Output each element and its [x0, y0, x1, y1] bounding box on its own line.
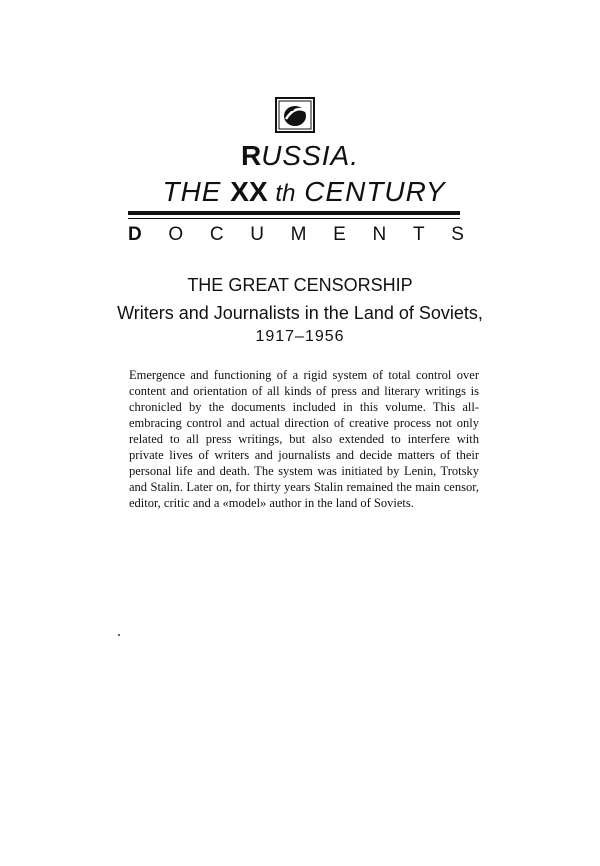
documents-letter: D [128, 224, 142, 245]
series-title [0, 140, 600, 172]
series-title-rest: USSIA. [261, 140, 360, 171]
documents-letter: U [250, 224, 264, 245]
series-subtitle-ordinal: th [275, 180, 296, 207]
documents-letter: C [209, 224, 224, 245]
print-speck [118, 634, 120, 636]
series-subtitle-pre: THE [162, 176, 231, 207]
book-years: 1917–1956 [255, 328, 345, 345]
series-title-initial: R [240, 140, 262, 171]
abstract-paragraph: Emergence and functioning of a rigid system of total control over content and orientation of all kinds of press and literary writings is chronicled by the documents included in this volume. This all-embracing control and actual direction of creative process not only related to all press writings, but also extended to interfere with private lives of writers and journalists and decide matters of their personal life and death. The system was initiated by Lenin, Trotsky and Stalin. Later on, for thirty years Stalin remained the main censor, editor, critic and a «model» author in the land of Soviets. [129, 368, 479, 510]
divider-thick [128, 211, 460, 215]
documents-letter: E [333, 224, 346, 245]
publisher-logo-icon [275, 97, 315, 133]
series-subtitle-post: CENTURY [295, 176, 446, 207]
series-subtitle-numeral: XX [230, 176, 268, 207]
series-subtitle [0, 176, 600, 210]
documents-letter: T [412, 224, 425, 245]
documents-letter: S [451, 224, 464, 245]
documents-letter: O [168, 224, 184, 245]
documents-letter: M [290, 224, 307, 245]
book-subtitle: Writers and Journalists in the Land of Soviets, [117, 303, 483, 323]
divider-thin [128, 218, 460, 219]
book-title: THE GREAT CENSORSHIP [187, 275, 413, 295]
documents-letter: N [372, 224, 387, 245]
documents-label [128, 222, 464, 248]
